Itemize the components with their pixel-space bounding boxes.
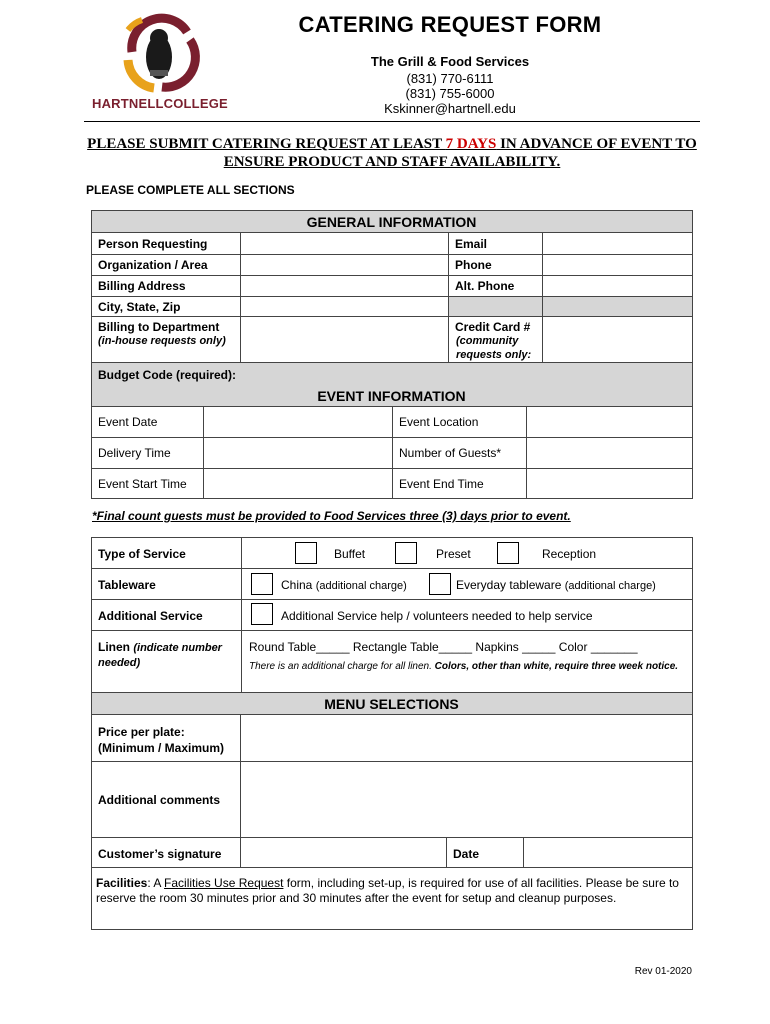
event-date-label: Event Date (98, 415, 158, 429)
phone-1: (831) 770-6111 (406, 71, 494, 86)
college-name: HARTNELLCOLLEGE (92, 96, 228, 111)
alt-phone-label: Alt. Phone (455, 279, 515, 293)
price-per-plate-field[interactable] (242, 716, 691, 760)
additional-service-text: Additional Service help / volunteers needed to help service (281, 609, 593, 623)
general-header: GENERAL INFORMATION (306, 214, 477, 230)
facilities-note (96, 876, 688, 906)
everyday-tableware-checkbox[interactable] (429, 573, 451, 595)
event-location-field[interactable] (528, 408, 691, 436)
advance-notice (84, 135, 700, 171)
panther-mascot-icon (92, 12, 222, 96)
customer-signature-field[interactable] (242, 839, 445, 866)
billing-address-field[interactable] (242, 277, 447, 295)
revision-date: Rev 01-2020 (634, 966, 692, 977)
type-of-service-label: Type of Service (98, 547, 186, 561)
event-header: EVENT INFORMATION (317, 388, 466, 404)
number-of-guests-label: Number of Guests* (399, 446, 502, 460)
date-label: Date (453, 847, 480, 861)
tableware-label: Tableware (98, 578, 156, 592)
reception-label: Reception (542, 547, 597, 561)
guest-count-footnote: *Final count guests must be provided to Food Services three (3) days prior to event. (92, 509, 571, 523)
additional-comments-label: Additional comments (98, 793, 221, 807)
china-checkbox[interactable] (251, 573, 273, 595)
contact-block (330, 54, 570, 116)
email-label: Email (455, 237, 488, 251)
organization-field[interactable] (242, 256, 447, 274)
everyday-tableware-label: Everyday tableware (456, 578, 562, 592)
credit-card-field[interactable] (544, 318, 691, 361)
buffet-checkbox[interactable] (295, 542, 317, 564)
organization-label: Organization / Area (98, 258, 208, 272)
notice-part2: IN ADVANCE OF EVENT TO ENSURE PRODUCT AND STAFF AVAILABILITY. (223, 136, 697, 170)
additional-comments-field[interactable] (242, 763, 691, 836)
budget-code-label: Budget Code (required): (98, 368, 236, 382)
notice-highlight: 7 DAYS (445, 136, 497, 152)
china-charge-note: (additional charge) (315, 580, 407, 592)
menu-header: MENU SELECTIONS (324, 696, 459, 712)
event-start-time-field[interactable] (205, 470, 391, 497)
event-start-time-label: Event Start Time (98, 477, 187, 491)
delivery-time-field[interactable] (205, 439, 391, 467)
event-date-field[interactable] (205, 408, 391, 436)
linen-colors-note: Colors, other than white, require three week notice. (434, 661, 679, 672)
phone-2: (831) 755-6000 (405, 86, 495, 101)
price-per-plate-line1: Price per plate: (98, 725, 185, 739)
linen-quantities[interactable]: Round Table_____ Rectangle Table_____ Napkins _____ Color _______ (249, 640, 638, 654)
everyday-tableware-option (456, 578, 656, 592)
person-requesting-label: Person Requesting (98, 237, 208, 251)
billing-department-label: Billing to Department (98, 320, 220, 334)
additional-service-checkbox[interactable] (251, 603, 273, 625)
china-label: China (281, 578, 313, 592)
linen-label: Linen (98, 640, 130, 654)
billing-address-label: Billing Address (98, 279, 186, 293)
facilities-use-request-link[interactable]: Facilities Use Request (164, 876, 284, 890)
phone-label: Phone (455, 258, 492, 272)
credit-card-label: Credit Card # (455, 320, 531, 334)
price-per-plate-line2: (Minimum / Maximum) (98, 741, 225, 755)
city-state-zip-label: City, State, Zip (98, 300, 181, 314)
event-location-label: Event Location (399, 415, 479, 429)
department-name: The Grill & Food Services (370, 54, 530, 69)
linen-note: (indicate number needed) (98, 642, 222, 669)
reception-checkbox[interactable] (497, 542, 519, 564)
header-divider (84, 121, 700, 122)
college-logo (92, 12, 228, 112)
customer-signature-label: Customer’s signature (98, 847, 222, 861)
billing-department-field[interactable] (242, 318, 447, 361)
event-end-time-field[interactable] (528, 470, 691, 497)
number-of-guests-field[interactable] (528, 439, 691, 467)
credit-card-note: (community requests only: (456, 335, 532, 361)
linen-charge-text: There is an additional charge for all linen. (249, 661, 432, 672)
additional-service-label: Additional Service (98, 609, 203, 623)
china-option (281, 578, 407, 592)
price-per-plate-label (98, 724, 224, 756)
form-title: CATERING REQUEST FORM (298, 12, 602, 37)
facilities-post: form, including set-up, is required for use of all facilities. Please be sure to reserve the room 30 minutes prior and 30 minutes after the event for setup and cleanup purposes. (96, 876, 679, 905)
email-field[interactable] (544, 234, 691, 253)
linen-charge-note (249, 661, 679, 673)
alt-phone-field[interactable] (544, 277, 691, 295)
billing-department-note: (in-house requests only) (98, 335, 226, 347)
preset-checkbox[interactable] (395, 542, 417, 564)
complete-all-note: PLEASE COMPLETE ALL SECTIONS (86, 183, 295, 197)
linen-label-block (98, 640, 238, 670)
city-state-zip-field[interactable] (242, 298, 447, 315)
facilities-pre: : A (147, 876, 165, 890)
contact-email: Kskinner@hartnell.edu (384, 101, 516, 116)
date-field[interactable] (525, 839, 691, 866)
delivery-time-label: Delivery Time (98, 446, 171, 460)
person-requesting-field[interactable] (242, 234, 447, 253)
everyday-charge-note: (additional charge) (564, 580, 656, 592)
preset-label: Preset (436, 547, 471, 561)
event-end-time-label: Event End Time (399, 477, 484, 491)
notice-part1: PLEASE SUBMIT CATERING REQUEST AT LEAST (87, 136, 446, 152)
budget-code-field[interactable] (250, 364, 690, 382)
facilities-label: Facilities (96, 876, 148, 890)
buffet-label: Buffet (334, 547, 366, 561)
phone-field[interactable] (544, 256, 691, 274)
